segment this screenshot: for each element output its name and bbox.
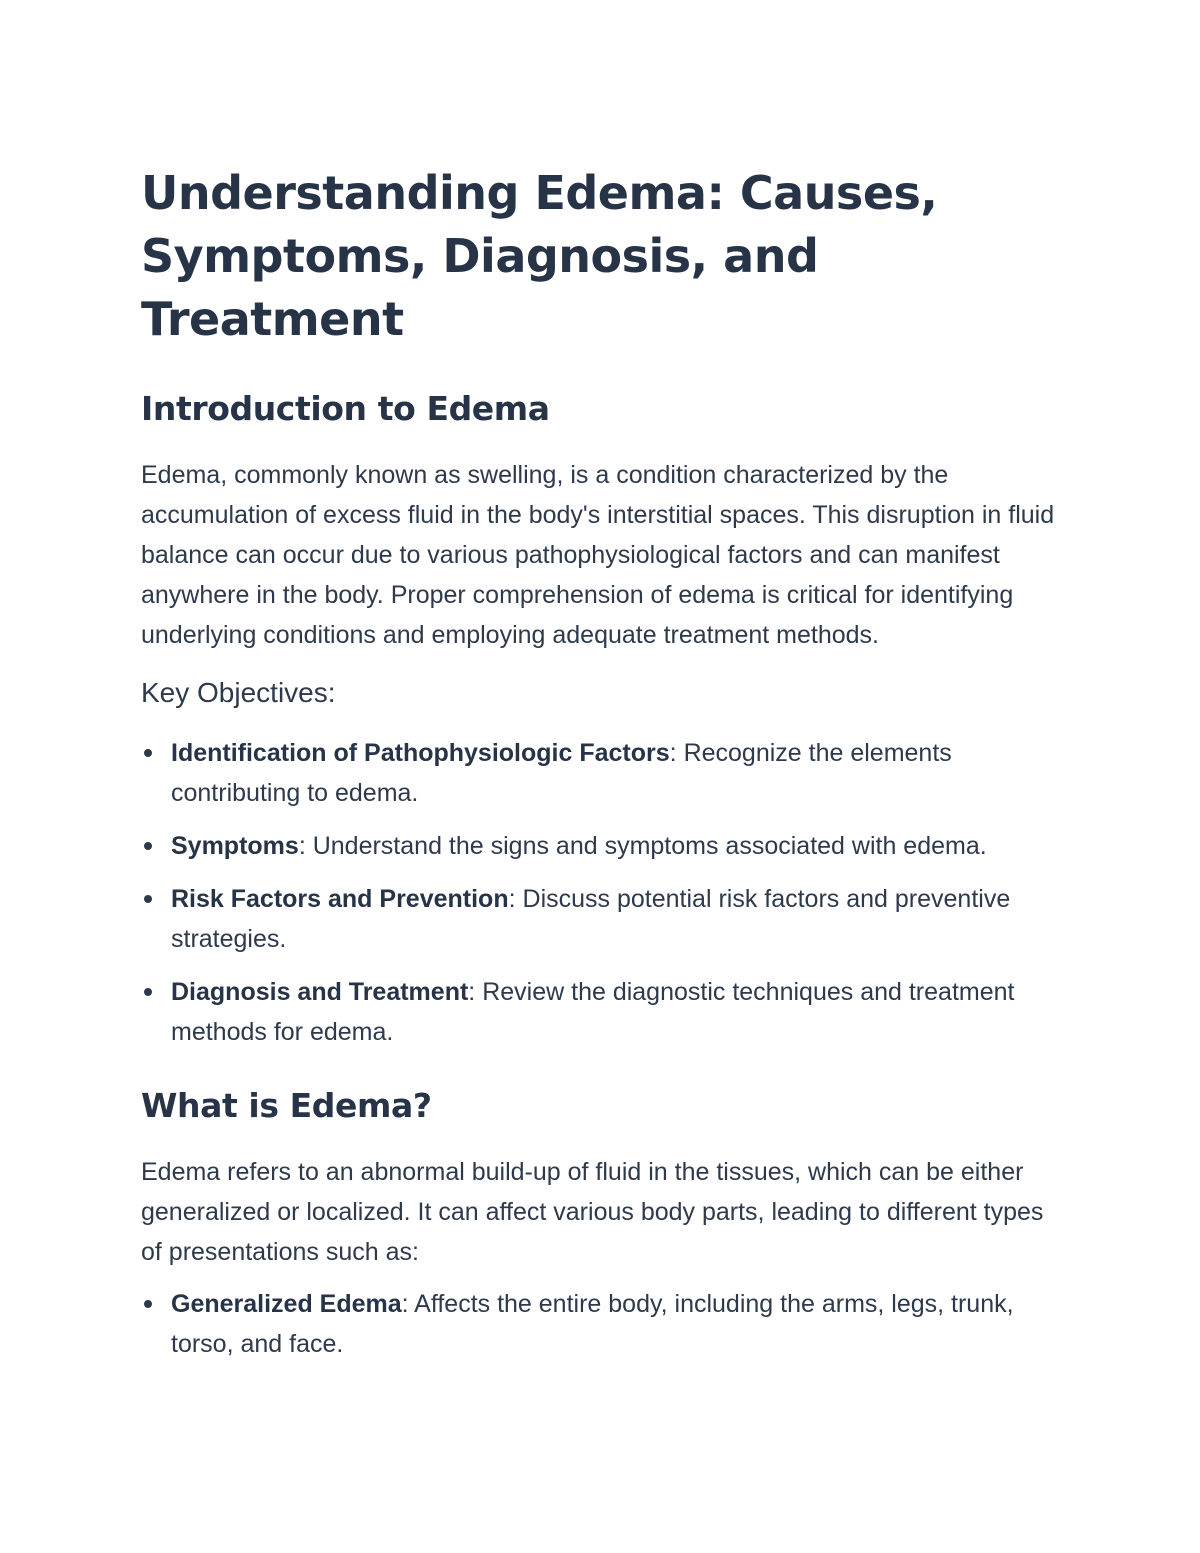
list-item-separator: :	[401, 1290, 415, 1318]
list-item-text: Review the diagnostic techniques and treatment methods for edema.	[171, 978, 1015, 1046]
edema-types-list	[141, 1284, 1061, 1364]
intro-paragraph: Edema, commonly known as swelling, is a condition characterized by the accumulation of excess fluid in the body's interstitial spaces. This disruption in fluid balance can occur due to various pathophysiological factors and can manifest anywhere in the body. Proper comprehension of edema is critical for identifying underlying conditions and employing adequate treatment methods.	[141, 461, 1055, 649]
list-item-separator: :	[298, 832, 313, 860]
document-page	[141, 162, 1061, 1377]
bullet-icon	[144, 749, 152, 757]
section-heading-introduction: Introduction to Edema	[141, 389, 550, 428]
list-item	[141, 826, 1061, 866]
section-heading-what-is-edema: What is Edema?	[141, 1086, 432, 1125]
list-item	[141, 733, 1061, 813]
list-item-text: Affects the entire body, including the arms, legs, trunk, torso, and face.	[171, 1290, 1014, 1358]
list-item	[141, 879, 1061, 959]
list-item-term: Diagnosis and Treatment	[171, 978, 469, 1006]
objectives-heading: Key Objectives:	[141, 677, 336, 708]
list-item-term: Generalized Edema	[171, 1290, 402, 1318]
list-item-separator: :	[508, 885, 523, 913]
list-item-separator: :	[468, 978, 483, 1006]
bullet-icon	[144, 988, 152, 996]
objectives-list	[141, 733, 1061, 1052]
bullet-icon	[144, 842, 152, 850]
list-item-term: Symptoms	[171, 832, 299, 860]
list-item-text: Discuss potential risk factors and preventive strategies.	[171, 885, 1011, 953]
list-item-term: Identification of Pathophysiologic Factors	[171, 739, 670, 767]
bullet-icon	[144, 1300, 152, 1308]
list-item	[141, 1284, 1061, 1364]
list-item-text: Recognize the elements contributing to edema.	[171, 739, 952, 807]
what-is-edema-paragraph: Edema refers to an abnormal build-up of fluid in the tissues, which can be either generalized or localized. It can affect various body parts, leading to different types of presentations such as:	[141, 1158, 1044, 1266]
bullet-icon	[144, 895, 152, 903]
document-title: Understanding Edema: Causes, Symptoms, Diagnosis, and Treatment	[141, 166, 938, 346]
list-item-term: Risk Factors and Prevention	[171, 885, 509, 913]
list-item	[141, 972, 1061, 1052]
list-item-separator: :	[669, 739, 684, 767]
list-item-text: Understand the signs and symptoms associated with edema.	[312, 832, 987, 860]
